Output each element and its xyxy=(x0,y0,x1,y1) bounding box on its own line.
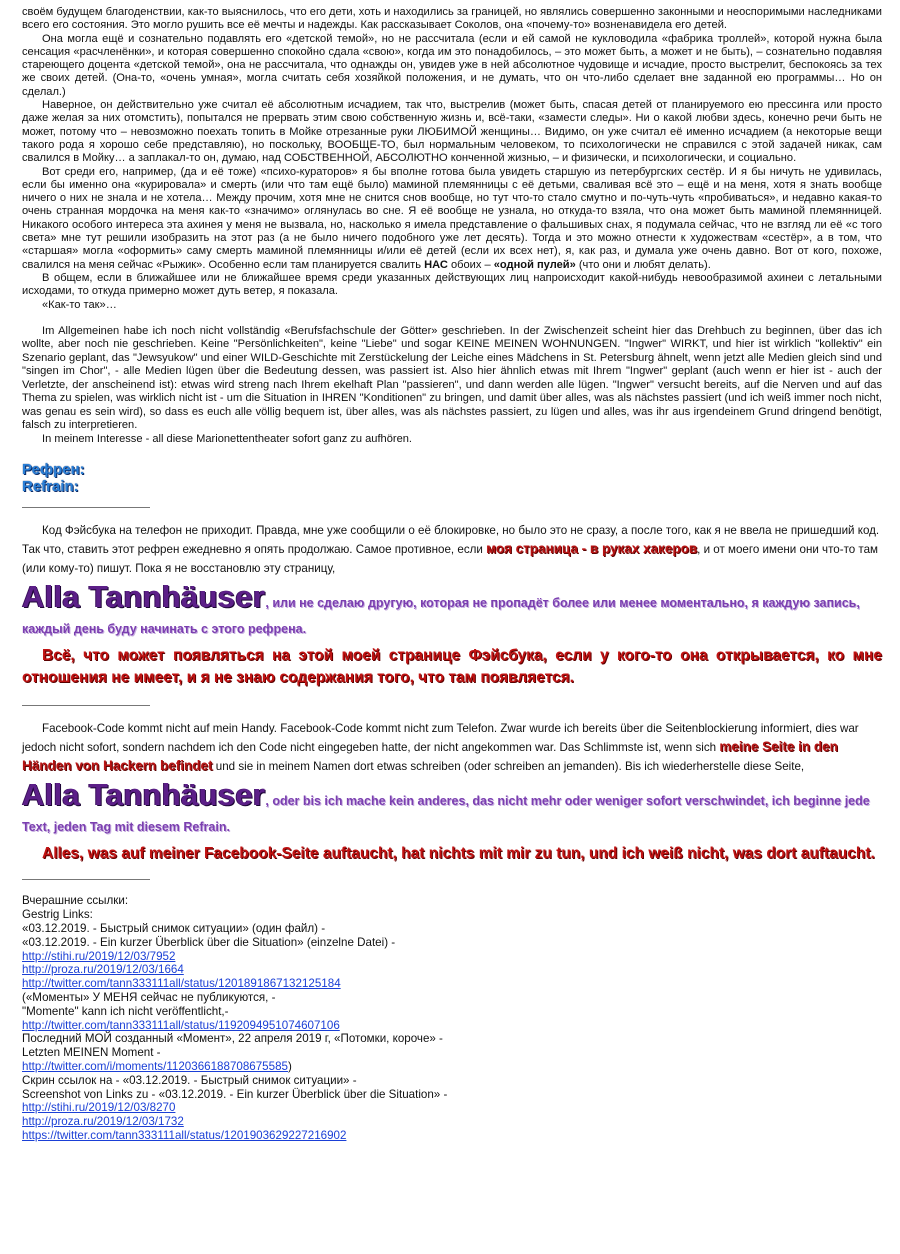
link-caption: «03.12.2019. - Ein kurzer Überblick über die Situation» (einzelne Datei) - xyxy=(22,935,396,949)
link-caption: Последний МОЙ созданный «Момент», 22 апреля 2019 г, «Потомки, короче» - xyxy=(22,1032,443,1046)
list-item xyxy=(22,1115,882,1129)
ru-paragraph-1: своём будущем благоденствии, как-то выяснилось, что его дети, хоть и находились за границей, но являлись совершенно законными и неоспоримыми наследниками всего его состояния. Это могло рушить все её мечты и надежды. Как рассказывает Соколов, она «почему-то» возненавидела его детей. xyxy=(22,6,882,32)
list-item xyxy=(22,1019,882,1033)
link[interactable]: https://twitter.com/tann333111all/status/1201903629227216902 xyxy=(22,1128,347,1142)
de-refrain-text-2: und sie in meinem Namen dort etwas schreiben (oder schreiben an jemanden). Bis ich wiederherstelle diese Seite, xyxy=(212,760,805,774)
ru-refrain-text-2: , и от моего имени они что-то там (или кому-то) пишут. Пока я не восстановлю эту страницу, xyxy=(22,543,879,575)
list-item xyxy=(22,1129,882,1143)
link[interactable]: http://proza.ru/2019/12/03/1664 xyxy=(22,963,184,977)
list-item xyxy=(22,922,882,936)
link-caption: Letzten MEINEN Moment - xyxy=(22,1046,161,1060)
de-refrain-signature xyxy=(22,778,882,841)
ru-paragraph-3: Наверное, он действительно уже считал её абсолютным исчадием, так что, выстрелив (может быть, спасая детей от планируемого ею прессинга или просто даже желая за них отомстить), попытался не прервать этим свою собственную жизнь и, всё-таки, «замести следы». Ни о какой любви здесь, конечно речи быть не может, потому что – невозможно поехать топить в Мойке отрезанные руки ЛЮБИМОЙ женщины… Видимо, он уже считал её именно исчадием (а некоторые вещи такого рода я хорошо себе представляю), но поскольку, ВООБЩЕ-ТО, был нормальным человеком, то психологически не справился с этой задачей никак, сам свалился в Мойку… а заплакал-то он, думаю, над СОБСТВЕННОЙ, АБСОЛЮТНО конченной жизнью, – и физически, и психологически, и социально. xyxy=(22,99,882,165)
link-caption: Gestrig Links: xyxy=(22,908,93,922)
de-paragraph-1: Im Allgemeinen habe ich noch nicht vollständig «Berufsfachschule der Götter» geschrieben. In der Zwischenzeit scheint hier das Drehbuch zu beginnen, über das ich wollte, aber noch nie geschrieben. Keine "Persönlichkeiten", keine "Liebe" und sogar KEINE MEINEN WOHNUNGEN. "Ingwer" WIRKT, und hier ist wirklich "kollektiv" ein Szenario geplant, das "Jewsyukow" und einer WILD-Geschichte mit Zerstückelung der Leiche eines Mädchens in St. Petersburg ähnelt, wenn jetzt alle Medien gleich sind und "singen im Chor", - alle Medien lügen über die Bedeutung dessen, was passiert ist. Also hier ähnlich etwas mit Ihrem "Ingwer" geplant (auch wenn er hier ist - auch der Verletzte, der anscheinend ist): etwas wird streng nach Ihrem ekelhaft Plan "passieren", und dann werden alle lügen. "Ingwer" versucht bereits, auf die Nerven und auf das Thema zu spielen, was wirklich nicht ist - um die Situation in IHREN "Konditionen" zu bringen, und damit über alles, was als nächstes passiert (und ich weiß immer noch nicht, was genau es sein wird), so dass es euch alle völlig bequem ist, über alles, was als nächstes passiert, zu lügen und alles, was ihr aus irgendeinem Grund dringend benötigt, falsch zu interpretieren. xyxy=(22,324,882,432)
link[interactable]: http://twitter.com/tann333111all/status/1201891867132125184 xyxy=(22,977,341,991)
author-name: Alla Tannhäuser xyxy=(22,777,266,813)
ru-paragraph-4-end: (что они и любят делать). xyxy=(575,258,711,271)
list-item xyxy=(22,1101,882,1115)
list-item xyxy=(22,1032,882,1046)
refrain-title-ru: Рефрен: xyxy=(22,461,85,479)
list-item xyxy=(22,1046,882,1060)
link[interactable]: http://stihi.ru/2019/12/03/7952 xyxy=(22,949,176,963)
list-item xyxy=(22,1074,882,1088)
ru-refrain-disclaimer: Всё, что может появляться на этой моей странице Фэйсбука, если у кого-то она открывается, ко мне отношения не имеет, и я не знаю содержания того, что там появляется. xyxy=(22,646,882,686)
list-item xyxy=(22,950,882,964)
de-refrain-disclaimer: Alles, was auf meiner Facebook-Seite auftaucht, hat nichts mit mir zu tun, und ich weiß nicht, was dort auftaucht. xyxy=(42,845,875,863)
ru-bold-nas: НАС xyxy=(424,258,448,271)
ru-paragraph-4 xyxy=(22,166,882,272)
de-refrain-text xyxy=(22,720,882,777)
de-hacker-warning: meine Seite in den Händen von Hackern befindet xyxy=(22,738,838,774)
link-caption: («Моменты» У МЕНЯ сейчас не публикуются, - xyxy=(22,990,276,1004)
list-item xyxy=(22,908,882,922)
list-item xyxy=(22,894,882,908)
author-name: Alla Tannhäuser xyxy=(22,578,266,614)
list-item xyxy=(22,991,882,1005)
link-caption: "Momente" kann ich nicht veröffentlicht,- xyxy=(22,1004,229,1018)
list-item xyxy=(22,936,882,950)
refrain-title-de: Refrain: xyxy=(22,478,79,496)
list-item xyxy=(22,1060,882,1074)
links-list xyxy=(22,894,882,1142)
link-suffix: ) xyxy=(287,1059,292,1073)
ru-paragraph-6: «Как-то так»… xyxy=(42,298,117,311)
link-caption: Вчерашние ссылки: xyxy=(22,894,129,908)
ru-refrain-purple: , или не сделаю другую, которая не пропадёт более или менее моментально, я каждую запись, каждый день буду начинать с этого рефрена. xyxy=(22,595,860,636)
document-page xyxy=(22,6,882,1143)
ru-hacker-warning: моя страница - в руках хакеров xyxy=(486,541,698,557)
link-caption: Screenshot von Links zu - «03.12.2019. - Ein kurzer Überblick über die Situation» - xyxy=(22,1087,448,1101)
ru-paragraph-2: Она могла ещё и сознательно подавлять его «детской темой», но не рассчитала (если и ей самой не кукловодила «фабрика троллей», которой нужна была сенсация «расчленёнки», и которая совершенно спокойно сдала «свою», когда им это понадобилось, – это может быть, а может и не быть), – сознательно подавляя стареющего доцента «детской темой», она не рассчитала, что однажды он, увидев уже в ней абсолютное чудовище и исчадие, просто выстрелит, беспокоясь за тех же своих детей. (Она-то, «очень умная», могла считать себя хозяйкой положения, и не думать, что он что-либо сделает вне заданной ею программы… Но он сделал.) xyxy=(22,32,882,98)
ru-refrain-signature xyxy=(22,580,882,643)
ru-bold-bullet: «одной пулей» xyxy=(493,258,576,271)
ru-paragraph-4-mid: обоих – xyxy=(447,258,494,271)
de-refrain-text-1: Facebook-Code kommt nicht auf mein Handy. Facebook-Code kommt nicht zum Telefon. Zwar wurde ich bereits über die Seitenblockierung informiert, dies war jedoch nicht sofort, sondern nachdem ich den Code nicht eingegeben hatte, der nicht angekommen war. Das Schlimmste ist, wenn sich xyxy=(22,721,859,754)
ru-paragraph-5: В общем, если в ближайшее или не ближайшее время среди указанных действующих лиц напроисходит какой-нибудь невообразимой ахинеи с летальными исходами, то откуда примерно может дуть ветер, я показала. xyxy=(22,271,882,298)
link[interactable]: http://stihi.ru/2019/12/03/8270 xyxy=(22,1101,176,1115)
list-item xyxy=(22,977,882,991)
ru-refrain-text xyxy=(22,522,882,578)
de-refrain-purple: , oder bis ich mache kein anderes, das nicht mehr oder weniger sofort verschwindet, ich beginne jede Text, jeden Tag mit diesem Refrain. xyxy=(22,794,870,835)
link-caption: Скрин ссылок на - «03.12.2019. - Быстрый снимок ситуации» - xyxy=(22,1073,357,1087)
ru-refrain-text-1: Код Фэйсбука на телефон не приходит. Правда, мне уже сообщили о её блокировке, но было это не сразу, а после того, как я не ввела не пришедший код. Так что, ставить этот рефрен ежедневно я опять продолжаю. Самое противное, если xyxy=(22,524,880,557)
de-paragraph-2: In meinem Interesse - all diese Marionettentheater sofort ganz zu aufhören. xyxy=(42,432,412,445)
link[interactable]: http://twitter.com/i/moments/1120366188708675585 xyxy=(22,1059,288,1073)
link-caption: «03.12.2019. - Быстрый снимок ситуации» (один файл) - xyxy=(22,921,326,935)
link[interactable]: http://twitter.com/tann333111all/status/1192094951074607106 xyxy=(22,1018,340,1032)
list-item xyxy=(22,1005,882,1019)
link[interactable]: http://proza.ru/2019/12/03/1732 xyxy=(22,1115,184,1129)
list-item xyxy=(22,963,882,977)
list-item xyxy=(22,1088,882,1102)
ru-paragraph-4-text: Вот среди его, например, (да и её тоже) «психо-кураторов» я бы вполне готова была увидеть старшую из петербургских сестёр. И я бы ничуть не удивилась, если бы именно она «курировала» и смерть (или что там ещё было) маминой племянницы с её детьми, сваливая всё это – ещё и на меня, хотя я знать вообще ничего о них не знала и не хотела… Между прочим, хотя мне не снится снов вообще, но тут что-то стало смутно и по-чуть-чуть «пробиваться», и недавно какая-то очень странная мордочка на меня как-то «значимо» оглянулась во сне. Я её вообще не узнала, но откуда-то взяла, что она может быть маминой племянницей. Никакого особого интереса эта ахинея у меня не вызвала, но, насколько я имела представление о фальшивых снах, я подумала сейчас, что не взгляд ли её «с того света» мне тут решили изобразить на этот раз (а не было ничего подобного уже лет десять). Тогда и это можно отнести к художествам «сестёр», а в том, что «старшая» могла «оформить» саму смерть маминой племянницы и/или её детей (если их всех нет), я, как раз, и думала уже очень давно. Вот от кого, похоже, свалился на меня сейчас «Рыжик». Особенно если там планируется свалить xyxy=(22,165,882,271)
